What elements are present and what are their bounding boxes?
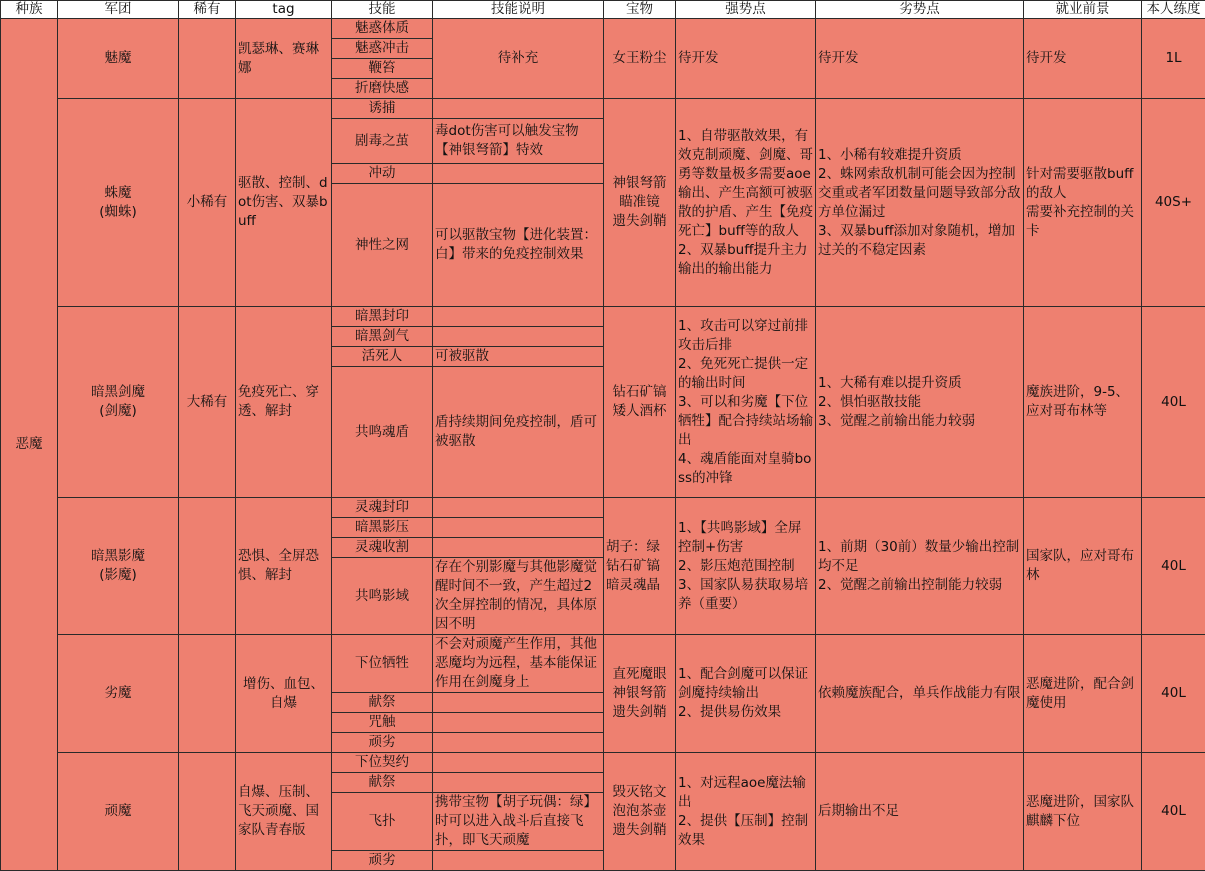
skill-desc: 存在个别影魔与其他影魔觉醒时间不一致，产生超过2次全屏控制的情况，具体原因不明 bbox=[433, 558, 604, 635]
legion-level: 40L bbox=[1142, 498, 1205, 635]
skill-name: 鞭笞 bbox=[332, 59, 433, 79]
legion-strength: 1、攻击可以穿过前排攻击后排 2、免死死亡提供一定的输出时间 3、可以和劣魔【下位牺牲】配合持续站场输出 4、魂盾能面对皇骑boss的冲锋 bbox=[676, 307, 816, 498]
table-row bbox=[1, 19, 1205, 39]
legion-level: 40S+ bbox=[1142, 99, 1205, 307]
legion-prospect: 恶魔进阶，配合剑魔使用 bbox=[1024, 635, 1142, 753]
header-skill: 技能 bbox=[332, 1, 433, 19]
skill-name: 活死人 bbox=[332, 347, 433, 367]
skill-name: 诱捕 bbox=[332, 99, 433, 119]
skill-name: 魅惑冲击 bbox=[332, 39, 433, 59]
legion-treasure: 毁灭铭文 泡泡茶壶 遗失剑鞘 bbox=[604, 753, 676, 871]
skill-desc bbox=[433, 713, 604, 733]
header-legion: 军团 bbox=[58, 1, 179, 19]
legion-prospect: 国家队，应对哥布林 bbox=[1024, 498, 1142, 635]
skill-name: 共鸣魂盾 bbox=[332, 367, 433, 498]
skill-name: 下位契约 bbox=[332, 753, 433, 773]
skill-name: 灵魂收割 bbox=[332, 538, 433, 558]
legion-strength: 1、自带驱散效果，有效克制顽魔、剑魔、哥勇等数量极多需要aoe输出、产生高额可被驱散的护盾、产生【免疫死亡】buff等的敌人 2、双暴buff提升主力输出的输出能力 bbox=[676, 99, 816, 307]
legion-prospect: 恶魔进阶，国家队麒麟下位 bbox=[1024, 753, 1142, 871]
skill-name: 冲动 bbox=[332, 164, 433, 184]
skill-desc: 可被驱散 bbox=[433, 347, 604, 367]
legion-name: 魅魔 bbox=[58, 19, 179, 99]
skill-name: 共鸣影域 bbox=[332, 558, 433, 635]
header-tag: tag bbox=[236, 1, 332, 19]
header-skill-desc: 技能说明 bbox=[433, 1, 604, 19]
legion-weakness: 待开发 bbox=[816, 19, 1024, 99]
legion-treasure: 直死魔眼 神银弩箭 遗失剑鞘 bbox=[604, 635, 676, 753]
race-cell: 恶魔 bbox=[1, 19, 58, 871]
skill-desc: 可以驱散宝物【进化装置：白】带来的免疫控制效果 bbox=[433, 184, 604, 307]
skill-desc bbox=[433, 753, 604, 773]
legion-rarity bbox=[179, 498, 236, 635]
skill-name: 神性之网 bbox=[332, 184, 433, 307]
skill-name: 魅惑体质 bbox=[332, 19, 433, 39]
legion-rarity bbox=[179, 635, 236, 753]
legion-prospect: 针对需要驱散buff的敌人 需要补充控制的关卡 bbox=[1024, 99, 1142, 307]
skill-desc bbox=[433, 307, 604, 327]
header-treasure: 宝物 bbox=[604, 1, 676, 19]
skill-desc: 盾持续期间免疫控制，盾可被驱散 bbox=[433, 367, 604, 498]
legion-strength: 1、【共鸣影域】全屏控制+伤害 2、影压炮范围控制 3、国家队易获取易培养（重要） bbox=[676, 498, 816, 635]
skill-name: 下位牺牲 bbox=[332, 635, 433, 693]
legion-strength: 待开发 bbox=[676, 19, 816, 99]
skill-desc bbox=[433, 773, 604, 793]
legion-weakness: 依赖魔族配合，单兵作战能力有限 bbox=[816, 635, 1024, 753]
legion-tag: 凯瑟琳、赛琳娜 bbox=[236, 19, 332, 99]
legion-weakness: 1、前期（30前）数量少输出控制均不足 2、觉醒之前输出控制能力较弱 bbox=[816, 498, 1024, 635]
skill-name: 暗黑封印 bbox=[332, 307, 433, 327]
legion-prospect: 魔族进阶，9-5、应对哥布林等 bbox=[1024, 307, 1142, 498]
skill-desc: 毒dot伤害可以触发宝物【神银弩箭】特效 bbox=[433, 119, 604, 164]
skill-desc bbox=[433, 733, 604, 753]
skill-desc bbox=[433, 851, 604, 871]
skill-name: 咒触 bbox=[332, 713, 433, 733]
header-weakness: 劣势点 bbox=[816, 1, 1024, 19]
legion-weakness: 1、小稀有较难提升资质 2、蛛网索敌机制可能会因为控制交重或者军团数量问题导致部分敌方单位漏过 3、双暴buff添加对象随机，增加过关的不稳定因素 bbox=[816, 99, 1024, 307]
legion-treasure: 胡子：绿钻石矿镐 暗灵魂晶 bbox=[604, 498, 676, 635]
legion-name: 暗黑影魔 (影魔) bbox=[58, 498, 179, 635]
legion-treasure: 钻石矿镐 矮人酒杯 bbox=[604, 307, 676, 498]
table-row bbox=[1, 498, 1205, 518]
table-row bbox=[1, 99, 1205, 119]
header-rarity: 稀有 bbox=[179, 1, 236, 19]
legion-rarity bbox=[179, 753, 236, 871]
skill-desc bbox=[433, 498, 604, 518]
legion-name: 顽魔 bbox=[58, 753, 179, 871]
legion-rarity: 小稀有 bbox=[179, 99, 236, 307]
legion-prospect: 待开发 bbox=[1024, 19, 1142, 99]
legion-name: 蛛魔 (蜘蛛) bbox=[58, 99, 179, 307]
legion-strength: 1、对远程aoe魔法输出 2、提供【压制】控制效果 bbox=[676, 753, 816, 871]
skill-desc: 不会对顽魔产生作用，其他恶魔均为远程，基本能保证作用在剑魔身上 bbox=[433, 635, 604, 693]
legion-weakness: 1、大稀有难以提升资质 2、惧怕驱散技能 3、觉醒之前输出能力较弱 bbox=[816, 307, 1024, 498]
skill-desc bbox=[433, 693, 604, 713]
header-prospect: 就业前景 bbox=[1024, 1, 1142, 19]
header-strength: 强势点 bbox=[676, 1, 816, 19]
skill-name: 暗黑影压 bbox=[332, 518, 433, 538]
legion-treasure: 女王粉尘 bbox=[604, 19, 676, 99]
legion-treasure: 神银弩箭 瞄准镜 遗失剑鞘 bbox=[604, 99, 676, 307]
skill-name: 飞扑 bbox=[332, 793, 433, 851]
table-row bbox=[1, 753, 1205, 773]
skill-desc bbox=[433, 538, 604, 558]
legion-tag: 免疫死亡、穿透、解封 bbox=[236, 307, 332, 498]
legion-tag: 恐惧、全屏恐惧、解封 bbox=[236, 498, 332, 635]
legion-name: 暗黑剑魔 (剑魔) bbox=[58, 307, 179, 498]
skill-desc: 待补充 bbox=[433, 19, 604, 99]
legion-rarity: 大稀有 bbox=[179, 307, 236, 498]
skill-name: 灵魂封印 bbox=[332, 498, 433, 518]
legion-level: 1L bbox=[1142, 19, 1205, 99]
legion-level: 40L bbox=[1142, 635, 1205, 753]
skill-desc bbox=[433, 327, 604, 347]
skill-desc bbox=[433, 99, 604, 119]
legion-rarity bbox=[179, 19, 236, 99]
header-row bbox=[1, 1, 1205, 19]
skill-name: 献祭 bbox=[332, 773, 433, 793]
legion-weakness: 后期输出不足 bbox=[816, 753, 1024, 871]
legion-level: 40L bbox=[1142, 307, 1205, 498]
skill-name: 折磨快感 bbox=[332, 79, 433, 99]
legion-tag: 增伤、血包、自爆 bbox=[236, 635, 332, 753]
skill-name: 献祭 bbox=[332, 693, 433, 713]
table-row bbox=[1, 307, 1205, 327]
skill-name: 剧毒之茧 bbox=[332, 119, 433, 164]
skill-desc bbox=[433, 164, 604, 184]
header-level: 本人练度 bbox=[1142, 1, 1205, 19]
legion-tag: 驱散、控制、dot伤害、双暴buff bbox=[236, 99, 332, 307]
legion-tag: 自爆、压制、飞天顽魔、国家队青春版 bbox=[236, 753, 332, 871]
skill-name: 顽劣 bbox=[332, 733, 433, 753]
legion-name: 劣魔 bbox=[58, 635, 179, 753]
skill-name: 顽劣 bbox=[332, 851, 433, 871]
legion-strength: 1、配合剑魔可以保证剑魔持续输出 2、提供易伤效果 bbox=[676, 635, 816, 753]
table-row bbox=[1, 635, 1205, 693]
skill-desc bbox=[433, 518, 604, 538]
skill-name: 暗黑剑气 bbox=[332, 327, 433, 347]
skill-desc: 携带宝物【胡子玩偶：绿】时可以进入战斗后直接飞扑，即飞天顽魔 bbox=[433, 793, 604, 851]
header-race: 种族 bbox=[1, 1, 58, 19]
legion-level: 40L bbox=[1142, 753, 1205, 871]
